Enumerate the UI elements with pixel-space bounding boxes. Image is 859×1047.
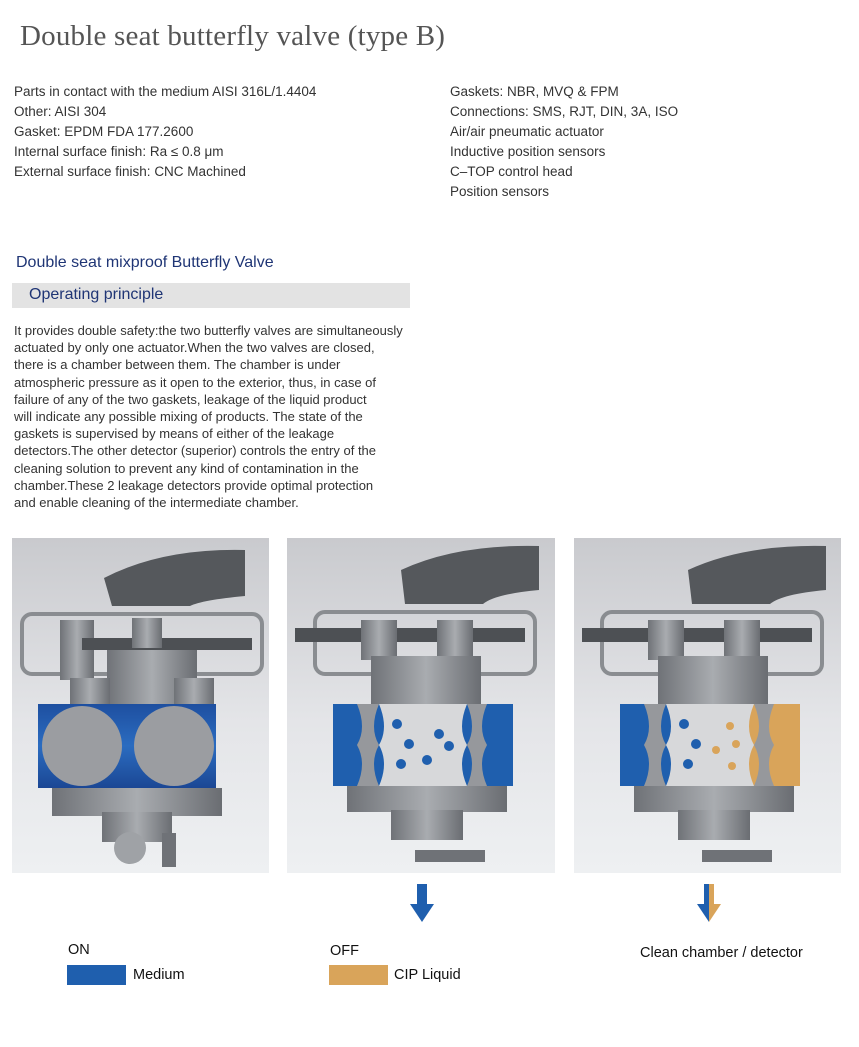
spec-item: Gasket: EPDM FDA 177.2600	[14, 124, 194, 139]
description-line: atmospheric pressure as it open to the exterior, thus, in case of	[14, 374, 377, 390]
description-line: detectors.The other detector (superior) controls the entry of the	[14, 443, 377, 459]
spec-item: Position sensors	[450, 184, 550, 199]
spec-item: External surface finish: CNC Machined	[14, 164, 246, 179]
description-line: actuated by only one actuator.When the two valves are closed,	[14, 340, 375, 356]
valve-panel-cip	[574, 538, 841, 873]
description-line: and enable cleaning of the intermediate chamber.	[14, 495, 299, 511]
spec-item: Inductive position sensors	[450, 144, 606, 159]
valve-closed-illustration	[287, 538, 555, 873]
description-line: there is a chamber between them. The chamber is under	[14, 357, 341, 373]
legend-off-label: OFF	[330, 943, 359, 959]
valve-open-illustration	[12, 538, 269, 873]
description-line: chamber.These 2 leakage detectors provide optimal protection	[14, 477, 374, 493]
subsection-band	[12, 283, 410, 308]
valve-panel-open	[12, 538, 269, 873]
legend-clean-label: Clean chamber / detector	[640, 945, 803, 961]
description-line: failure of any of the two gaskets, leakage of the liquid product	[14, 391, 367, 407]
medium-flow-arrow-icon	[409, 884, 435, 924]
description-line: cleaning solution to prevent any kind of contamination in the	[14, 460, 359, 476]
spec-item: Air/air pneumatic actuator	[450, 124, 604, 139]
specs-left	[14, 82, 316, 182]
legend-medium-label: Medium	[133, 967, 185, 983]
description	[14, 322, 414, 511]
clean-flow-arrow-icon	[696, 884, 722, 924]
page-title: Double seat butterfly valve (type B)	[20, 20, 446, 52]
valve-panel-closed	[287, 538, 555, 873]
legend-medium-swatch	[67, 965, 126, 985]
legend-cip-swatch	[329, 965, 388, 985]
subsection-title: Operating principle	[29, 286, 164, 303]
specs-right	[450, 82, 678, 202]
section-title: Double seat mixproof Butterfly Valve	[16, 254, 274, 271]
legend-on-label: ON	[68, 942, 90, 958]
spec-item: C–TOP control head	[450, 164, 573, 179]
spec-item: Other: AISI 304	[14, 104, 107, 119]
description-line: will indicate any possible mixing of products. The state of the	[14, 409, 363, 425]
spec-item: Parts in contact with the medium AISI 316L/1.4404	[14, 84, 317, 99]
spec-item: Internal surface finish: Ra ≤ 0.8 μm	[14, 144, 224, 159]
spec-item: Connections: SMS, RJT, DIN, 3A, ISO	[450, 104, 679, 119]
spec-item: Gaskets: NBR, MVQ & FPM	[450, 84, 619, 99]
description-line: gaskets is supervised by means of either of the leakage	[14, 426, 335, 442]
valve-cip-illustration	[574, 538, 841, 873]
legend-cip-label: CIP Liquid	[394, 967, 461, 983]
description-line: It provides double safety:the two butterfly valves are simultaneously	[14, 323, 403, 338]
